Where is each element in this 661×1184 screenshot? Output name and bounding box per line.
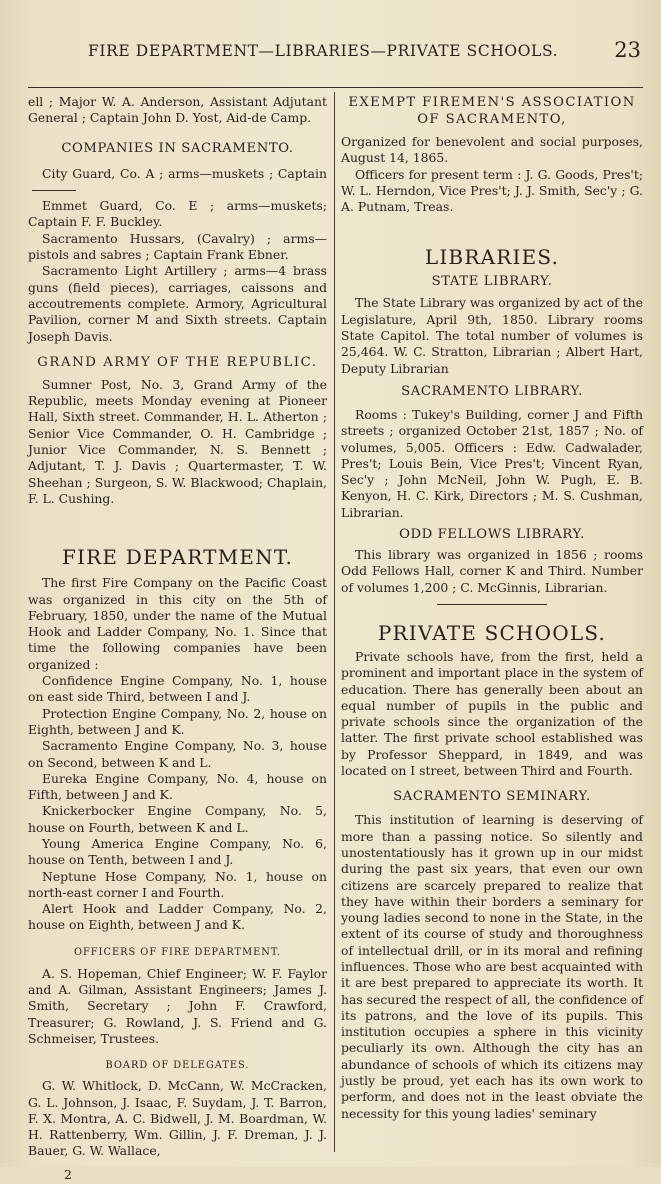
gar-paragraph: Sumner Post, No. 3, Grand Army of the Republic, meets Monday evening at Pioneer Hall, Sixth street. Commander, H. L. Atherton ; Senior Vice Commander, O. H. Cambridge ; Junior Vice Commander, N. S. Bennett ; Adjutant, T. J. Davis ; Quartermaster, T. W. Sheehan ; Surgeon, S. W. Blackwood; Chaplain, F. L. Cushing.	[28, 376, 327, 506]
fire-department-heading: FIRE DEPARTMENT.	[61, 545, 294, 570]
header-rule	[28, 87, 643, 88]
page-number: 23	[614, 38, 641, 62]
fire-intro-paragraph: The first Fire Company on the Pacific Coast was organized in this city on the 5th of February, 1850, under the name of the Mutual Hook and Ladder Company, No. 1. Since that time the following companies have been organized :	[28, 575, 327, 672]
intro-paragraph: ell ; Major W. A. Anderson, Assistant Adjutant General ; Captain John D. Yost, Aid-de Camp.	[28, 94, 327, 126]
state-library-paragraph: The State Library was organized by act of the Legislature, April 9th, 1850. Library rooms State Capitol. The total number of volumes is 25,464. W. C. Stratton, Librarian ; Albert Hart, Deputy Librarian	[341, 295, 643, 376]
officers-paragraph: A. S. Hopeman, Chief Engineer; W. F. Faylor and A. Gilman, Assistant Engineers; James J. Smith, Secretary ; John F. Crawford, Treasurer; G. Rowland, J. S. Friend and G. Schmeiser, Trustees.	[28, 965, 327, 1046]
fire-company-item: Neptune Hose Company, No. 1, house on north-east corner I and Fourth.	[28, 868, 327, 900]
section-rule	[437, 604, 547, 605]
exempt-heading-line1: EXEMPT FIREMEN'S ASSOCIATION	[348, 95, 636, 110]
fire-company-item: Protection Engine Company, No. 2, house on Eighth, between J and K.	[28, 705, 327, 737]
sacramento-library-paragraph: Rooms : Tukey's Building, corner J and Fifth streets ; organized October 21st, 1857 ; No. of volumes, 5,005. Officers : Edw. Cadwalader, Pres't; Louis Bein, Vice Pres't; Vincent Ryan, Sec'y ; John McNeil, John W. Pugh, E. B. Kenyon, H. C. Kirk, Directors ; M. S. Cushman, Librarian.	[341, 406, 643, 520]
left-column	[28, 94, 327, 1184]
company-item: Sacramento Light Artillery ; arms—4 brass guns (field pieces), carriages, caissons and accoutrements complete. Armory, Agricultural Pavilion, corner M and Sixth streets. Captain Joseph Davis.	[28, 263, 327, 344]
fire-company-item: Sacramento Engine Company, No. 3, house on Second, between K and L.	[28, 738, 327, 770]
libraries-heading: LIBRARIES.	[424, 245, 560, 270]
seminary-paragraph: This institution of learning is deserving of more than a passing notice. So silently and unostentatiously has it grown up in our midst during the past six years, that even our own citizens are scarcely prepared to realize that they have within their borders a seminary for young ladies second to none in the State, in the extent of its course of study and thoroughness of intellectual drill, or in its moral and refining influences. Those who are best acquainted with it are best prepared to appreciate its worth. It has secured the respect of all, the confidence of its patrons, and the love of its pupils. This institution occupies a sphere in this vicinity peculiarly its own. Although the city has an abundance of schools of which its citizens may justly be proud, yet each has its own work to perform, and does not in the least obviate the necessity for this young ladies' seminary	[341, 812, 643, 1121]
company-item: City Guard, Co. A ; arms—muskets ; Captain	[28, 166, 327, 199]
company-item: Emmet Guard, Co. E ; arms—muskets; Captain F. F. Buckley.	[28, 198, 327, 230]
private-schools-heading: PRIVATE SCHOOLS.	[377, 620, 607, 645]
officers-heading: OFFICERS OF FIRE DEPARTMENT.	[73, 946, 282, 958]
seminary-heading: SACRAMENTO SEMINARY.	[393, 789, 591, 805]
right-column	[341, 94, 643, 1122]
fire-company-item: Knickerbocker Engine Company, No. 5, house on Fourth, between K and L.	[28, 803, 327, 835]
exempt-paragraph-1: Organized for benevolent and social purposes, August 14, 1865.	[341, 134, 643, 166]
fire-company-item: Alert Hook and Ladder Company, No. 2, house on Eighth, between J and K.	[28, 901, 327, 933]
gar-heading: GRAND ARMY OF THE REPUBLIC.	[37, 354, 318, 370]
blank-line	[32, 190, 76, 191]
delegates-heading: BOARD OF DELEGATES.	[105, 1060, 250, 1072]
fire-company-item: Eureka Engine Company, No. 4, house on Fifth, between J and K.	[28, 770, 327, 803]
odd-fellows-heading: ODD FELLOWS LIBRARY.	[399, 527, 585, 543]
running-head	[0, 38, 661, 68]
fire-company-item: Young America Engine Company, No. 6, house on Tenth, between I and J.	[28, 835, 327, 868]
private-schools-paragraph: Private schools have, from the first, held a prominent and important place in the system of education. There has generally been about an equal number of pupils in the public and private schools since the organization of the latter. The first private school established was by Professor Sheppard, in 1849, and was located on I street, between Third and Fourth.	[341, 648, 643, 779]
sacramento-library-heading: SACRAMENTO LIBRARY.	[401, 383, 583, 399]
column-divider	[334, 92, 335, 1152]
companies-heading: COMPANIES IN SACRAMENTO.	[61, 140, 294, 156]
delegates-paragraph: G. W. Whitlock, D. McCann, W. McCracken, G. L. Johnson, J. Isaac, F. Suydam, J. T. Barron, F. X. Montra, A. C. Bidwell, J. M. Boardman, W. H. Rattenberry, Wm. Gillin, J. F. Dreman, J. J. Bauer, G. W. Wallace,	[28, 1078, 327, 1159]
running-title: FIRE DEPARTMENT—LIBRARIES—PRIVATE SCHOOLS.	[88, 42, 559, 60]
odd-fellows-paragraph: This library was organized in 1856 ; rooms Odd Fellows Hall, corner K and Third. Number of volumes 1,200 ; C. McGinnis, Librarian.	[341, 547, 643, 595]
company-item: Sacramento Hussars, (Cavalry) ; arms—pistols and sabres ; Captain Frank Ebner.	[28, 230, 327, 263]
signature-mark: 2	[64, 1166, 72, 1182]
exempt-heading-line2: OF SACRAMENTO,	[417, 112, 567, 127]
fire-company-item: Confidence Engine Company, No. 1, house on east side Third, between I and J.	[28, 673, 327, 705]
exempt-paragraph-2: Officers for present term : J. G. Goods, Pres't; W. L. Herndon, Vice Pres't; J. J. Smith, Sec'y ; G. A. Putnam, Treas.	[341, 166, 643, 215]
state-library-heading: STATE LIBRARY.	[431, 274, 553, 290]
